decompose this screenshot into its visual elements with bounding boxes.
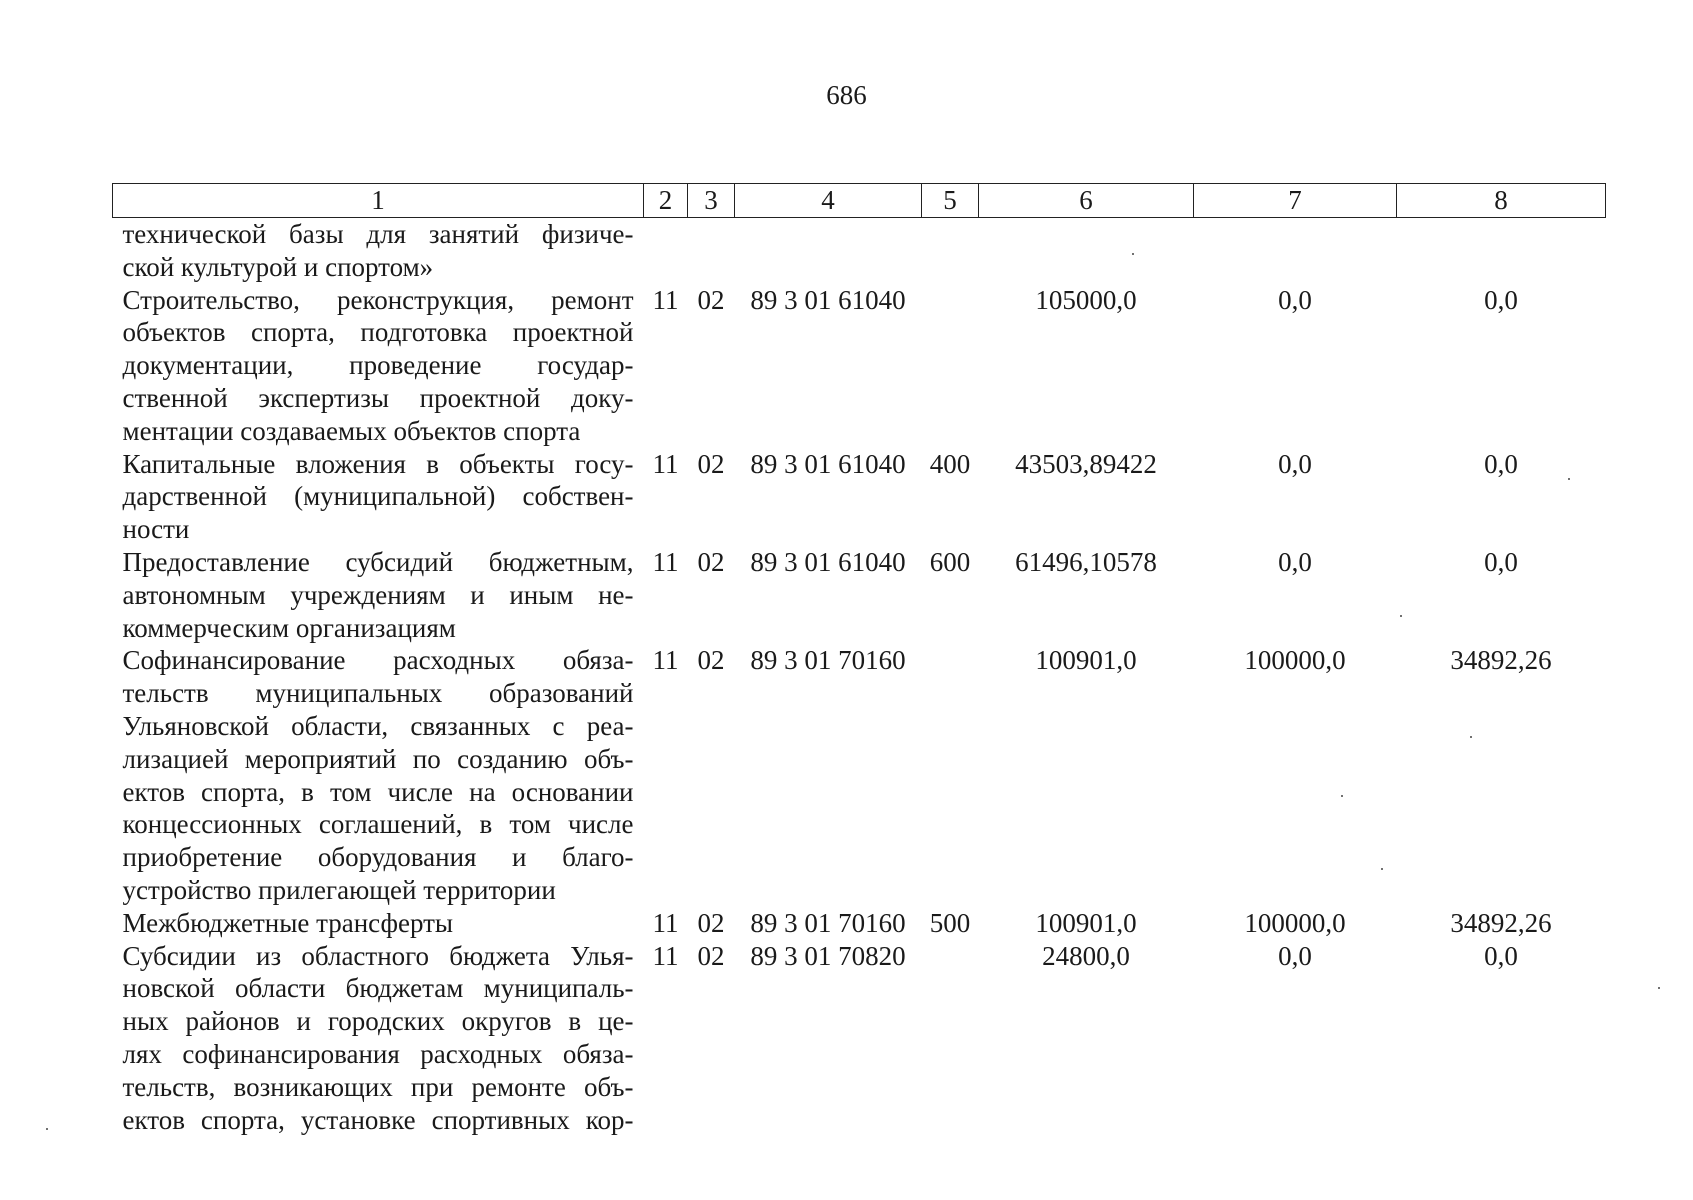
column-6-cell: 24800,0: [1042, 940, 1130, 971]
column-3-cell: 02: [697, 940, 725, 971]
expense-name-line: лизацией мероприятий по созданию объ-: [122, 743, 634, 774]
column-8-cell: 34892,26: [1450, 645, 1552, 676]
column-7-cell: 100000,0: [1244, 645, 1346, 676]
scan-speck: [1341, 795, 1343, 797]
expense-name-line: концессионных соглашений, в том числе: [122, 809, 634, 840]
column-4-cell: 89 3 01 70160: [750, 645, 906, 676]
column-header: 2: [644, 184, 688, 218]
table-header-row: [113, 184, 1606, 218]
table-row: [113, 940, 1606, 1137]
column-6-cell: 100901,0: [1035, 907, 1137, 938]
expense-name-line: ных районов и городских округов в це-: [122, 1006, 634, 1037]
budget-table: [112, 183, 1606, 1136]
expense-name-line: тельств, возникающих при ремонте объ-: [122, 1071, 634, 1102]
column-8-cell: [1397, 218, 1606, 284]
expense-name-line: Строительство, реконструкция, ремонт: [122, 284, 634, 315]
table-row: [113, 284, 1606, 448]
column-4-cell: [735, 218, 922, 284]
expense-name-line: Ульяновской области, связанных с реа-: [122, 710, 634, 741]
column-6-cell: [979, 218, 1194, 284]
expense-name-line: лях софинансирования расходных обяза-: [122, 1038, 634, 1069]
column-3-cell: [688, 218, 735, 284]
column-3-cell: 02: [697, 284, 725, 315]
expense-name-line: ности: [122, 514, 190, 545]
expense-name-line: коммерческим организациям: [122, 612, 456, 643]
expense-name-line: дарственной (муниципальной) собствен-: [122, 481, 634, 512]
column-header: 3: [688, 184, 735, 218]
table-row: [113, 546, 1606, 644]
expense-name-cell: [113, 546, 644, 644]
column-6-cell: 43503,89422: [1015, 448, 1157, 479]
column-2-cell: 11: [652, 907, 679, 938]
scan-speck: [1132, 253, 1134, 255]
table-body: [113, 218, 1606, 1137]
column-4-cell: 89 3 01 61040: [750, 448, 906, 479]
expense-name-cell: [113, 644, 644, 906]
column-3-cell: 02: [697, 546, 725, 577]
expense-name-line: ственной экспертизы проектной доку-: [122, 382, 634, 413]
scan-speck: [1381, 868, 1383, 870]
column-2-cell: 11: [652, 645, 679, 676]
expense-name-line: ектов спорта, установке спортивных кор-: [122, 1104, 634, 1135]
expense-name-line: Капитальные вложения в объекты госу-: [122, 448, 634, 479]
scan-speck: [1400, 615, 1402, 617]
column-4-cell: 89 3 01 70160: [750, 907, 906, 938]
column-2-cell: 11: [652, 284, 679, 315]
expense-name-cell: [113, 218, 644, 284]
column-3-cell: 02: [697, 448, 725, 479]
expense-name-line: новской области бюджетам муниципаль-: [122, 973, 634, 1004]
expense-name-line: ской культурой и спортом»: [122, 251, 434, 282]
column-5-cell: 500: [929, 907, 971, 938]
column-3-cell: 02: [697, 907, 725, 938]
expense-name-line: Софинансирование расходных обяза-: [122, 645, 634, 676]
column-7-cell: 0,0: [1278, 448, 1312, 479]
column-8-cell: 34892,26: [1450, 907, 1552, 938]
column-4-cell: 89 3 01 61040: [750, 546, 906, 577]
table-row: [113, 448, 1606, 546]
column-5-cell: 400: [929, 448, 971, 479]
column-header: 4: [735, 184, 922, 218]
expense-name-line: тельств муниципальных образований: [122, 678, 634, 709]
expense-name-line: ектов спорта, в том числе на основании: [122, 776, 634, 807]
page-number: 686: [826, 80, 867, 110]
column-7-cell: [1194, 218, 1397, 284]
column-2-cell: 11: [652, 940, 679, 971]
column-7-cell: 0,0: [1278, 284, 1312, 315]
column-2-cell: 11: [652, 448, 679, 479]
expense-name-line: Субсидии из областного бюджета Улья-: [122, 940, 634, 971]
column-7-cell: 0,0: [1278, 546, 1312, 577]
column-header: 6: [979, 184, 1194, 218]
column-8-cell: 0,0: [1484, 546, 1518, 577]
table-row: [113, 218, 1606, 284]
expense-name-line: Межбюджетные трансферты: [122, 907, 454, 938]
column-header: 1: [113, 184, 644, 218]
column-3-cell: 02: [697, 645, 725, 676]
expense-name-cell: [113, 284, 644, 448]
column-header: 8: [1397, 184, 1606, 218]
column-6-cell: 61496,10578: [1015, 546, 1157, 577]
scan-speck: [1568, 478, 1570, 480]
scan-speck: [46, 1128, 48, 1130]
scan-speck: [1470, 736, 1472, 738]
expense-name-line: автономным учреждениям и иным не-: [122, 579, 634, 610]
table-row: [113, 907, 1606, 940]
expense-name-line: устройство прилегающей территории: [122, 874, 556, 905]
column-2-cell: 11: [652, 546, 679, 577]
expense-name-line: приобретение оборудования и благо-: [122, 842, 634, 873]
column-header: 7: [1194, 184, 1397, 218]
expense-name-line: Предоставление субсидий бюджетным,: [122, 546, 634, 577]
column-8-cell: 0,0: [1484, 940, 1518, 971]
column-6-cell: 100901,0: [1035, 645, 1137, 676]
expense-name-line: ментации создаваемых объектов спорта: [122, 415, 581, 446]
column-6-cell: 105000,0: [1035, 284, 1137, 315]
expense-name-cell: [113, 907, 644, 940]
column-7-cell: 0,0: [1278, 940, 1312, 971]
column-4-cell: 89 3 01 70820: [750, 940, 906, 971]
column-2-cell: [644, 218, 688, 284]
expense-name-cell: [113, 448, 644, 546]
column-5-cell: [922, 218, 979, 284]
column-5-cell: [922, 940, 979, 1137]
expense-name-line: объектов спорта, подготовка проектной: [122, 317, 634, 348]
expense-name-line: технической базы для занятий физиче-: [122, 219, 634, 249]
expense-name-line: документации, проведение государ-: [122, 350, 634, 381]
column-7-cell: 100000,0: [1244, 907, 1346, 938]
column-4-cell: 89 3 01 61040: [750, 284, 906, 315]
column-8-cell: 0,0: [1484, 448, 1518, 479]
expense-name-cell: [113, 940, 644, 1137]
column-5-cell: [922, 644, 979, 906]
column-8-cell: 0,0: [1484, 284, 1518, 315]
scan-speck: [1658, 987, 1660, 989]
column-header: 5: [922, 184, 979, 218]
column-5-cell: [922, 284, 979, 448]
column-5-cell: 600: [929, 546, 971, 577]
